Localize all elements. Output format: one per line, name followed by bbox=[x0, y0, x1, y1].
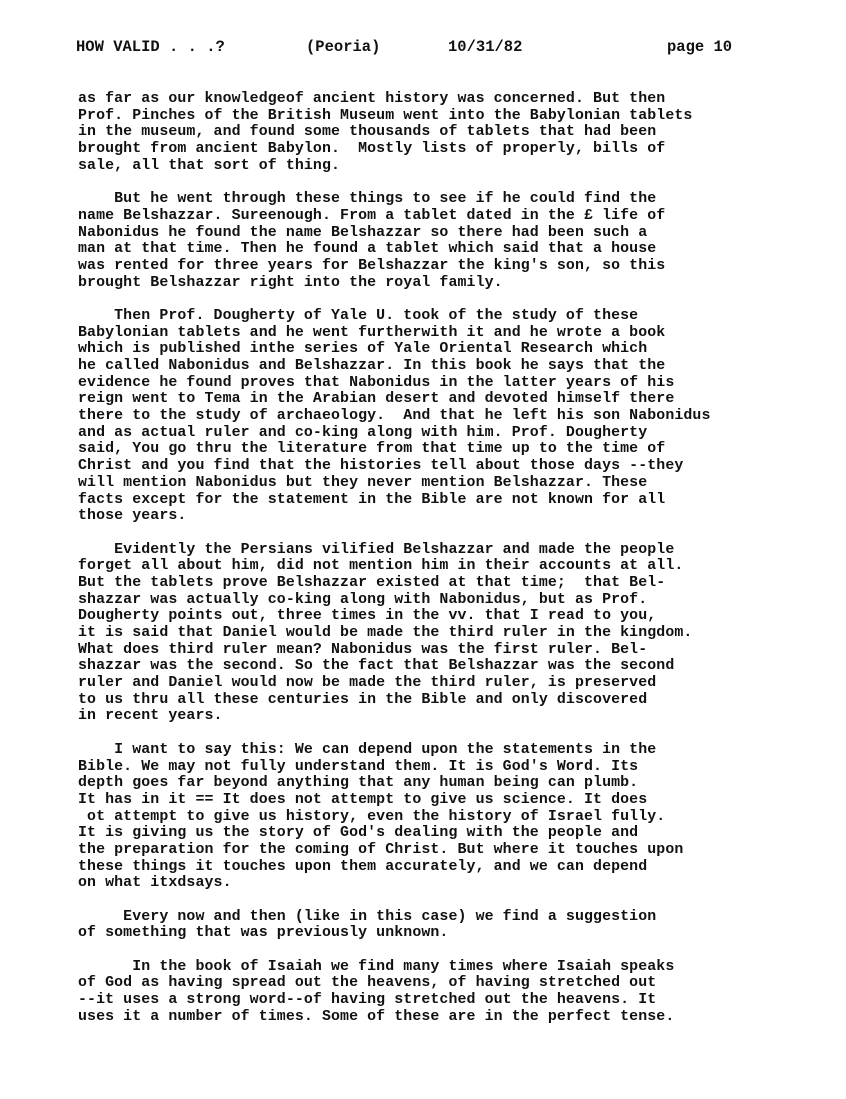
text-line: What does third ruler mean? Nabonidus was the first ruler. Bel- bbox=[78, 641, 648, 658]
text-line: sale, all that sort of thing. bbox=[78, 157, 341, 174]
text-line: facts except for the statement in the Bible are not known for all bbox=[78, 491, 666, 508]
header-date: 10/31/82 bbox=[448, 38, 523, 56]
text-line: man at that time. Then he found a tablet which said that a house bbox=[78, 241, 657, 258]
text-line: Then Prof. Dougherty of Yale U. took of the study of these bbox=[78, 307, 639, 324]
text-line: brought from ancient Babylon. Mostly lists of properly, bills of bbox=[78, 141, 666, 158]
text-line: evidence he found proves that Nabonidus in the latter years of his bbox=[78, 374, 675, 391]
text-line: of God as having spread out the heavens, of having stretched out bbox=[78, 975, 657, 992]
header-place: (Peoria) bbox=[306, 38, 381, 56]
paragraph bbox=[78, 308, 798, 525]
text-line: depth goes far beyond anything that any human being can plumb. bbox=[78, 775, 639, 792]
paragraph bbox=[78, 959, 798, 1026]
text-line: Every now and then (like in this case) we find a suggestion bbox=[78, 908, 657, 925]
text-line: and as actual ruler and co-king along with him. Prof. Dougherty bbox=[78, 424, 648, 441]
text-line: Prof. Pinches of the British Museum went into the Babylonian tablets bbox=[78, 107, 693, 124]
text-line: on what itxdsays. bbox=[78, 875, 232, 892]
text-line: Nabonidus he found the name Belshazzar so there had been such a bbox=[78, 224, 648, 241]
paragraph bbox=[78, 191, 798, 291]
paragraph bbox=[78, 91, 798, 174]
text-line: those years. bbox=[78, 508, 187, 525]
text-line: these things it touches upon them accurately, and we can depend bbox=[78, 858, 648, 875]
text-line: uses it a number of times. Some of these are in the perfect tense. bbox=[78, 1008, 675, 1025]
text-line: reign went to Tema in the Arabian desert and devoted himself there bbox=[78, 391, 675, 408]
text-line: brought Belshazzar right into the royal family. bbox=[78, 274, 503, 291]
text-line: Bible. We may not fully understand them. It is God's Word. Its bbox=[78, 758, 639, 775]
text-line: as far as our knowledgeof ancient history was concerned. But then bbox=[78, 91, 666, 107]
text-line: there to the study of archaeology. And that he left his son Nabonidus bbox=[78, 408, 711, 425]
text-line: --it uses a strong word--of having stretched out the heavens. It bbox=[78, 992, 657, 1009]
text-line: he called Nabonidus and Belshazzar. In this book he says that the bbox=[78, 358, 666, 374]
text-line: which is published inthe series of Yale Oriental Research which bbox=[78, 341, 648, 358]
text-line: name Belshazzar. Sureenough. From a tablet dated in the £ life of bbox=[78, 207, 666, 224]
text-line: forget all about him, did not mention him in their accounts at all. bbox=[78, 558, 684, 575]
text-line: ot attempt to give us history, even the history of Israel fully. bbox=[78, 808, 666, 825]
header-page-number: page 10 bbox=[667, 38, 733, 56]
text-line: In the book of Isaiah we find many times where Isaiah speaks bbox=[78, 958, 675, 975]
paragraph bbox=[78, 542, 798, 726]
text-line: But he went through these things to see if he could find the bbox=[78, 191, 657, 208]
text-line: in the museum, and found some thousands of tablets that had been bbox=[78, 124, 657, 141]
text-line: Evidently the Persians vilified Belshazzar and made the people bbox=[78, 541, 675, 558]
text-line: in recent years. bbox=[78, 708, 223, 725]
text-line: Christ and you find that the histories tell about those days --they bbox=[78, 458, 684, 475]
text-line: was rented for three years for Belshazzar the king's son, so this bbox=[78, 257, 666, 274]
text-line: It is giving us the story of God's dealing with the people and bbox=[78, 825, 639, 842]
text-line: it is said that Daniel would be made the third ruler in the kingdom. bbox=[78, 625, 693, 641]
text-line: to us thru all these centuries in the Bible and only discovered bbox=[78, 691, 648, 708]
text-line: shazzar was the second. So the fact that Belshazzar was the second bbox=[78, 658, 675, 675]
text-line: But the tablets prove Belshazzar existed at that time; that Bel- bbox=[78, 574, 666, 591]
text-line: It has in it == It does not attempt to give us science. It does bbox=[78, 791, 648, 808]
body-text bbox=[78, 91, 798, 1042]
text-line: will mention Nabonidus but they never mention Belshazzar. These bbox=[78, 474, 648, 491]
page-header bbox=[76, 38, 776, 62]
text-line: ruler and Daniel would now be made the third ruler, is preserved bbox=[78, 675, 657, 692]
header-title: HOW VALID . . .? bbox=[76, 38, 225, 56]
text-line: said, You go thru the literature from that time up to the time of bbox=[78, 441, 666, 458]
paragraph bbox=[78, 742, 798, 892]
text-line: shazzar was actually co-king along with Nabonidus, but as Prof. bbox=[78, 591, 648, 608]
text-line: Babylonian tablets and he went furtherwith it and he wrote a book bbox=[78, 324, 666, 341]
text-line: the preparation for the coming of Christ. But where it touches upon bbox=[78, 841, 684, 858]
text-line: Dougherty points out, three times in the vv. that I read to you, bbox=[78, 608, 657, 625]
text-line: I want to say this: We can depend upon the statements in the bbox=[78, 741, 657, 758]
text-line: of something that was previously unknown. bbox=[78, 925, 449, 942]
paragraph bbox=[78, 909, 798, 942]
